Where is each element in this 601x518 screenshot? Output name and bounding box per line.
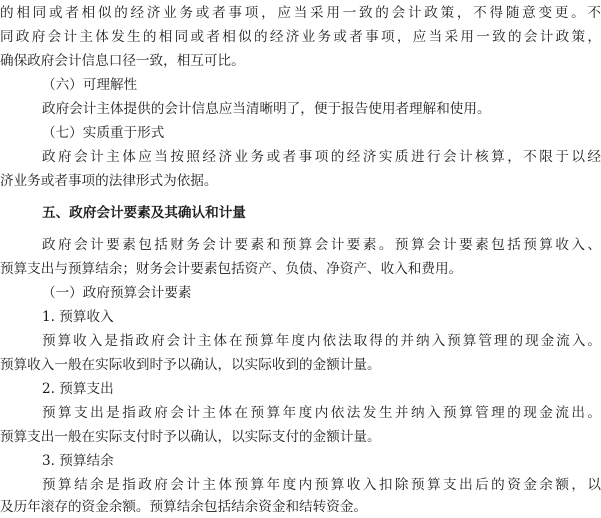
paragraph-line: 预算收入是指政府会计主体在预算年度内依法取得的并纳入预算管理的现金流入。: [42, 333, 601, 349]
paragraph-line: 预算收入一般在实际收到时予以确认，以实际收到的金额计量。: [0, 357, 381, 373]
paragraph-line: 预算支出与预算结余；财务会计要素包括资产、负债、净资产、收入和费用。: [0, 261, 463, 277]
paragraph-line: 预算支出一般在实际支付时予以确认，以实际支付的金额计量。: [0, 429, 381, 445]
paragraph-line: 政府会计主体应当按照经济业务或者事项的经济实质进行会计核算，不限于以经: [42, 149, 601, 165]
paragraph-line: 的相同或者相似的经济业务或者事项，应当采用一致的会计政策，不得随意变更。不: [0, 5, 601, 21]
paragraph-line: 预算结余是指政府会计主体预算年度内预算收入扣除预算支出后的资金余额，以: [42, 477, 601, 493]
paragraph-line: 及历年滚存的资金余额。预算结余包括结余资金和结转资金。: [0, 499, 368, 515]
paragraph-line: 济业务或者事项的法律形式为依据。: [0, 173, 218, 189]
item-heading-budget-revenue: 1. 预算收入: [42, 309, 114, 325]
paragraph-line: 政府会计主体提供的会计信息应当清晰明了，便于报告使用者理解和使用。: [42, 101, 491, 117]
item-heading-budget-expenditure: 2. 预算支出: [42, 381, 114, 397]
paragraph-line: 预算支出是指政府会计主体在预算年度内依法发生并纳入预算管理的现金流出。: [42, 405, 601, 421]
subheading-substance-over-form: （七）实质重于形式: [42, 125, 165, 141]
paragraph-line: 政府会计要素包括财务会计要素和预算会计要素。预算会计要素包括预算收入、: [42, 237, 601, 253]
subheading-budget-elements: （一）政府预算会计要素: [42, 285, 192, 301]
item-heading-budget-surplus: 3. 预算结余: [42, 453, 114, 469]
paragraph-line: 同政府会计主体发生的相同或者相似的经济业务或者事项，应当采用一致的会计政策，: [0, 29, 601, 45]
paragraph-line: 确保政府会计信息口径一致，相互可比。: [0, 53, 245, 69]
section-heading: 五、政府会计要素及其确认和计量: [42, 205, 246, 221]
subheading-understandability: （六）可理解性: [42, 77, 138, 93]
